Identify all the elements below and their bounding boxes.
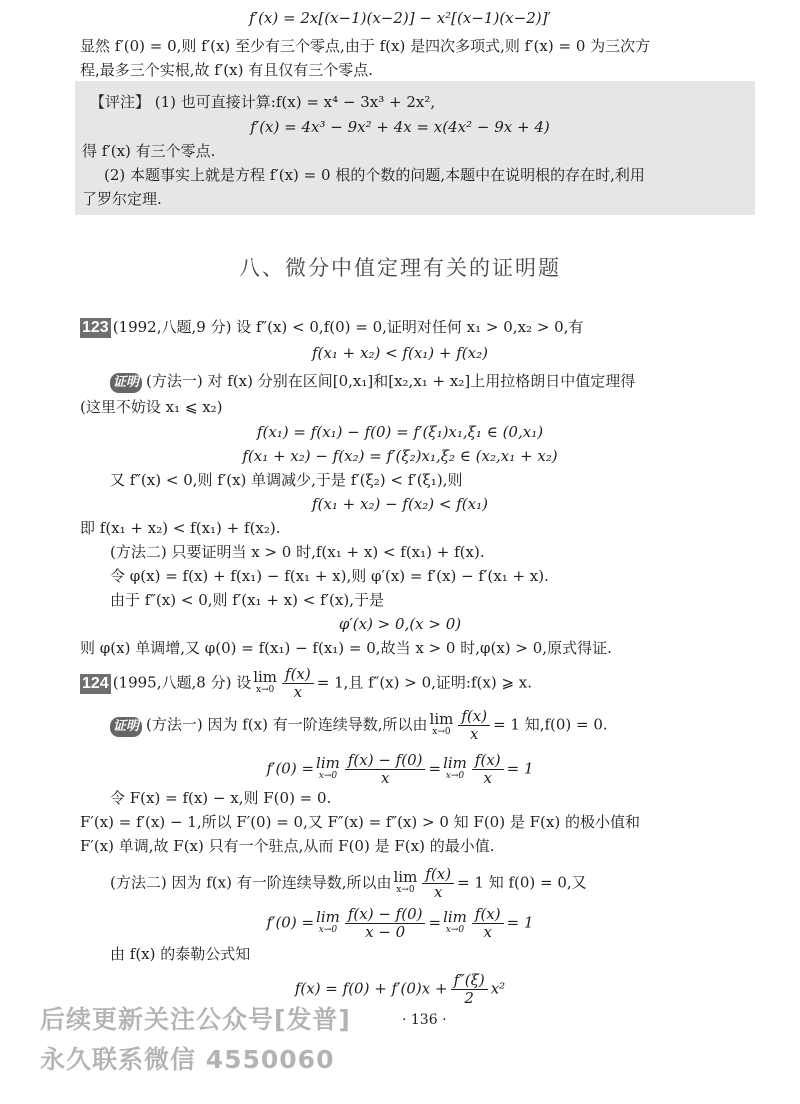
proof-text: (方法一) 对 f(x) 分别在区间[0,x₁]和[x₂,x₁ + x₂]上用拉格朗日中值定理得 xyxy=(146,372,636,390)
fraction: $\frac{f(x)}{x}$ xyxy=(472,752,504,787)
note-line: 了罗尔定理. xyxy=(82,190,162,208)
proof-text: = 1 知,f(0) = 0. xyxy=(493,715,608,734)
text-line: (这里不妨设 x₁ ⩽ x₂) xyxy=(80,398,223,416)
text-line: 程,最多三个实根,故 f′(x) 有且仅有三个零点. xyxy=(80,61,373,79)
text-line: 令 F(x) = f(x) − x,则 F(0) = 0. xyxy=(110,789,332,807)
text-line: 令 φ(x) = f(x) + f(x₁) − f(x₁ + x),则 φ′(x) = f′(x) − f′(x₁ + x). xyxy=(110,567,549,585)
text-line: 又 f″(x) < 0,则 f′(x) 单调减少,于是 f′(ξ₂) < f′(ξ₁),则 xyxy=(110,471,463,489)
watermark-line: 永久联系微信 4550060 xyxy=(40,1045,335,1074)
proof-badge: 证明 xyxy=(110,373,142,393)
proof-text: (方法一) 因为 f(x) 有一阶连续导数,所以由 xyxy=(146,715,428,734)
equation-line: f(x₁ + x₂) − f(x₂) < f(x₁) xyxy=(312,495,488,513)
problem-number: 123 xyxy=(82,319,109,336)
note-equation: f′(x) = 4x³ − 9x² + 4x = x(4x² − 9x + 4) xyxy=(250,118,550,136)
equation-line: φ′(x) > 0,(x > 0) xyxy=(338,615,462,633)
fraction: $\frac{f(x)}{x}$ xyxy=(282,666,314,701)
note-line: 得 f′(x) 有三个零点. xyxy=(82,142,216,160)
limit: lim x→0 xyxy=(316,907,340,935)
watermark-line: 后续更新关注公众号[发普] xyxy=(40,1005,351,1034)
text-line: F′(x) 单调,故 F(x) 只有一个驻点,从而 F(0) 是 F(x) 的最小值. xyxy=(80,837,495,855)
section-heading: 八、微分中值定理有关的证明题 xyxy=(239,256,561,280)
proof-line xyxy=(110,371,635,393)
note-line: 【评注】 (1) 也可直接计算:f(x) = x⁴ − 3x³ + 2x², xyxy=(90,93,436,111)
text-line: (方法二) 因为 f(x) 有一阶连续导数,所以由 lim x→0 $\frac{f(x)}{x}$ = 1 知 f(0) = 0,又 xyxy=(110,865,587,901)
problem-124 xyxy=(80,666,532,701)
fraction: $\frac{f(x)}{x}$ xyxy=(422,866,454,901)
problem-123 xyxy=(80,317,583,338)
equation-line: f(x₁) = f(x₁) − f(0) = f′(ξ₁)x₁,ξ₁ ∈ (0,x₁) xyxy=(256,423,544,441)
text-line: (方法二) 只要证明当 x > 0 时,f(x₁ + x) < f(x₁) + f(x). xyxy=(110,543,485,561)
problem-text: = 1,且 f″(x) > 0,证明:f(x) ⩾ x. xyxy=(316,673,533,692)
equation-line: f′(0) = lim x→0 $\frac{f(x) - f(0)}{x}$ = lim x→0 $\frac{f(x)}{x}$ = 1 xyxy=(266,751,534,787)
limit: lim x→0 xyxy=(443,907,467,935)
limit: lim x→0 xyxy=(316,753,340,781)
fraction: $\frac{f(x) - f(0)}{x}$ xyxy=(345,752,426,787)
problem-number: 124 xyxy=(82,674,109,692)
equation-line: f(x) = f(0) + f′(0)x + $\frac{f''(\xi)}{2}$ x² xyxy=(294,971,506,1007)
limit: lim x→0 xyxy=(429,709,454,737)
fraction: $\frac{f(x)}{x}$ xyxy=(458,708,490,743)
problem-text: (1992,八题,9 分) 设 f″(x) < 0,f(0) = 0,证明对任何 x₁ > 0,x₂ > 0,有 xyxy=(112,318,584,336)
limit: lim x→0 xyxy=(253,667,278,695)
limit: lim x→0 xyxy=(393,867,418,895)
equation-line: f(x₁ + x₂) − f(x₂) = f′(ξ₂)x₁,ξ₂ ∈ (x₂,x₁ + x₂) xyxy=(242,447,558,465)
fraction: $\frac{f(x) - f(0)}{x - 0}$ xyxy=(345,906,426,941)
text-line: F′(x) = f′(x) − 1,所以 F′(0) = 0,又 F″(x) = f″(x) > 0 知 F(0) 是 F(x) 的极小值和 xyxy=(80,813,640,831)
problem-text: (1995,八题,8 分) 设 xyxy=(112,673,252,692)
text-line: 即 f(x₁ + x₂) < f(x₁) + f(x₂). xyxy=(80,519,281,537)
text-line: 显然 f′(0) = 0,则 f′(x) 至少有三个零点,由于 f(x) 是四次多项式,则 f′(x) = 0 为三次方 xyxy=(80,37,651,55)
text-line: 由于 f″(x) < 0,则 f′(x₁ + x) < f′(x),于是 xyxy=(110,591,384,609)
fraction: $\frac{f''(\xi)}{2}$ xyxy=(451,972,488,1007)
proof-line xyxy=(110,708,608,743)
fraction: $\frac{f(x)}{x}$ xyxy=(472,906,504,941)
proof-badge: 证明 xyxy=(110,717,142,737)
equation-line: f′(x) = 2x[(x−1)(x−2)] − x²[(x−1)(x−2)]′ xyxy=(249,9,551,27)
text-line: 则 φ(x) 单调增,又 φ(0) = f(x₁) − f(x₁) = 0,故当 x > 0 时,φ(x) > 0,原式得证. xyxy=(80,639,612,657)
text-line: 由 f(x) 的泰勒公式知 xyxy=(110,945,251,963)
equation-line: f(x₁ + x₂) < f(x₁) + f(x₂) xyxy=(312,344,488,362)
page-number: · 136 · xyxy=(402,1012,447,1028)
equation-line: f′(0) = lim x→0 $\frac{f(x) - f(0)}{x - 0}$ = lim x→0 $\frac{f(x)}{x}$ = 1 xyxy=(266,905,534,941)
limit: lim x→0 xyxy=(443,753,467,781)
note-line: (2) 本题事实上就是方程 f′(x) = 0 根的个数的问题,本题中在说明根的存在时,利用 xyxy=(104,166,645,184)
